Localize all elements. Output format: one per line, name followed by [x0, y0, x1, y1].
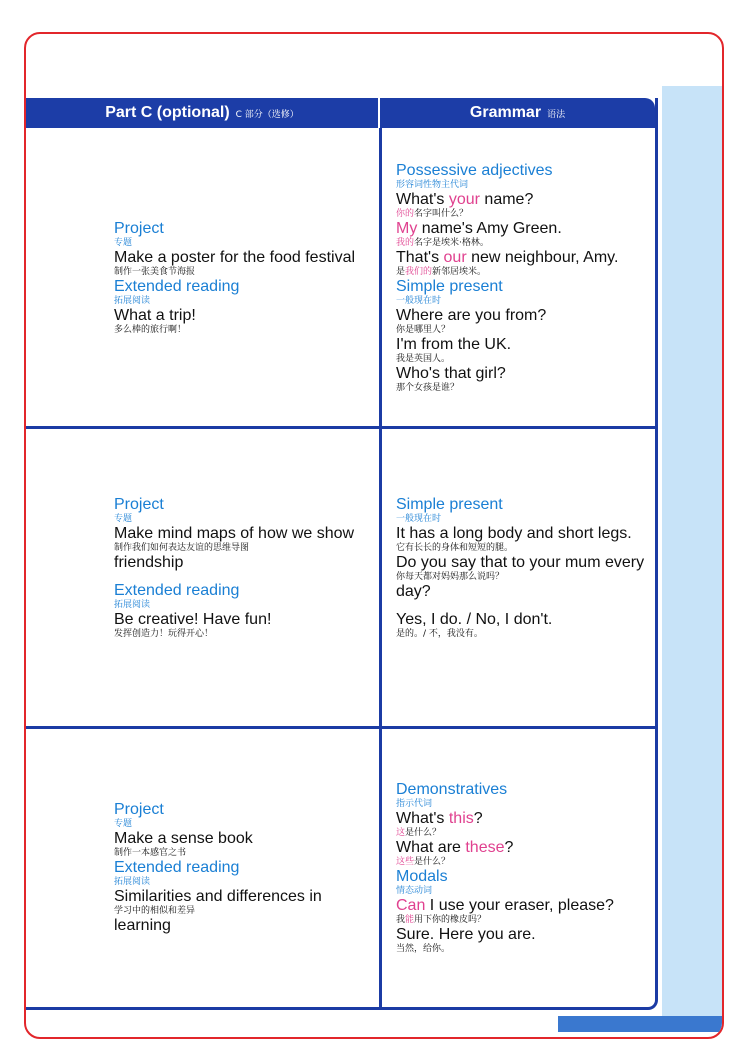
text-part: ?: [473, 809, 483, 827]
text-part: That's: [396, 248, 444, 266]
example-sentence: Where are you from?: [396, 306, 547, 324]
text-part: 用下你的橡皮吗？: [414, 914, 487, 925]
example-sentence-cn: [396, 267, 654, 278]
example-sentence-cn: 我是英国人。: [396, 353, 451, 364]
page-frame: [24, 32, 724, 1039]
header-part-c: [26, 98, 380, 128]
header-grammar-cn: 语法: [547, 109, 566, 120]
project-label-cn: 专题: [114, 513, 133, 524]
spacer: [114, 572, 378, 582]
text-part: 名字是埃米·格林。: [414, 237, 489, 248]
reading-label: Extended reading: [114, 581, 240, 599]
highlight-word-cn: 这: [396, 827, 406, 838]
row2-grammar-cell: [388, 429, 654, 726]
reading-text-cn: 多么棒的旅行啊！: [114, 324, 187, 335]
example-sentence: Sure. Here you are.: [396, 925, 536, 943]
project-text: Make a poster for the food festival: [114, 248, 356, 266]
bottom-decoration-band: [558, 1016, 724, 1032]
spacer: [114, 650, 378, 660]
example-sentence-cn: 它有长长的身体和短短的腿。: [396, 542, 514, 553]
header-part-c-cn: C 部分（选修）: [235, 109, 299, 120]
grammar-title: Simple present: [396, 277, 503, 295]
text-part: name?: [479, 190, 534, 208]
project-label: Project: [114, 495, 164, 513]
project-label-cn: 专题: [114, 818, 133, 829]
reading-label-cn: 拓展阅读: [114, 295, 151, 306]
example-sentence-cn: 你是哪里人？: [396, 324, 451, 335]
highlight-word-cn: 能: [405, 914, 415, 925]
example-sentence: [396, 839, 654, 857]
row2-part-c-cell: [106, 429, 378, 726]
example-sentence: I'm from the UK.: [396, 335, 512, 353]
text-part: I use your eraser, please?: [425, 896, 614, 914]
highlight-word-cn: 这些: [396, 856, 415, 867]
example-sentence: Who's that girl?: [396, 364, 506, 382]
text-part: 是什么？: [405, 827, 442, 838]
highlight-word: our: [443, 248, 467, 266]
example-sentence-cn: 当然，给你。: [396, 943, 451, 954]
grammar-title-cn: 情态动词: [396, 885, 433, 896]
example-sentence-cn: [396, 857, 654, 868]
grammar-title: Simple present: [396, 495, 503, 513]
grammar-title-cn: 形容词性物主代词: [396, 179, 469, 190]
example-sentence-cn: [396, 828, 654, 839]
reading-text-continued: learning: [114, 916, 171, 934]
project-text-cn: 制作一本感官之书: [114, 847, 187, 858]
example-sentence-cn: 你每天都对妈妈那么说吗？: [396, 571, 505, 582]
row1-part-c-cell: [106, 129, 378, 426]
text-part: What's: [396, 809, 449, 827]
text-part: new neighbour, Amy.: [466, 248, 619, 266]
highlight-word: My: [396, 219, 418, 237]
reading-label-cn: 拓展阅读: [114, 876, 151, 887]
text-part: What's: [396, 190, 449, 208]
reading-label: Extended reading: [114, 277, 240, 295]
text-part: 新邻居埃米。: [432, 266, 487, 277]
header-grammar-en: Grammar: [469, 104, 542, 121]
highlight-word: Can: [396, 896, 426, 914]
reading-text-cn: 学习中的相似和差异: [114, 905, 196, 916]
project-text-cn: 制作一张美食节海报: [114, 266, 196, 277]
text-part: ?: [504, 838, 514, 856]
example-sentence-cn: [396, 238, 654, 249]
highlight-word-cn: 我的: [396, 237, 415, 248]
text-part: name's Amy Green.: [417, 219, 562, 237]
grammar-title: Demonstratives: [396, 780, 508, 798]
example-sentence-cn: [396, 915, 654, 926]
example-sentence: Do you say that to your mum every: [396, 553, 645, 571]
reading-label: Extended reading: [114, 858, 240, 876]
reading-label-cn: 拓展阅读: [114, 599, 151, 610]
row1-grammar-cell: [388, 129, 654, 426]
text-part: 是: [396, 266, 406, 277]
reading-text-cn: 发挥创造力！玩得开心！: [114, 628, 214, 639]
highlight-word: this: [448, 809, 474, 827]
text-part: 我: [396, 914, 406, 925]
grammar-title-cn: 指示代词: [396, 798, 433, 809]
row3-grammar-cell: [388, 729, 654, 1006]
grammar-title: Possessive adjectives: [396, 161, 553, 179]
example-sentence-continued: day?: [396, 582, 431, 600]
example-sentence: [396, 810, 654, 828]
spacer: [396, 640, 654, 650]
example-sentence: [396, 249, 654, 267]
example-sentence-cn: 那个女孩是谁？: [396, 382, 460, 393]
syllabus-table: [26, 98, 658, 1010]
text-part: What are: [396, 838, 466, 856]
grammar-title: Modals: [396, 867, 448, 885]
header-grammar: [380, 98, 655, 128]
grammar-title-cn: 一般现在时: [396, 295, 442, 306]
project-label-cn: 专题: [114, 237, 133, 248]
text-part: 名字叫什么？: [414, 208, 469, 219]
example-sentence: [396, 191, 654, 209]
project-text: Make mind maps of how we show: [114, 524, 355, 542]
table-header: [26, 98, 655, 128]
project-text-cn: 制作我们如何表达友谊的思维导图: [114, 542, 250, 553]
example-sentence: It has a long body and short legs.: [396, 524, 632, 542]
example-sentence: [396, 897, 654, 915]
highlight-word-cn: 你的: [396, 208, 415, 219]
header-part-c-en: Part C (optional): [105, 104, 230, 121]
highlight-word: these: [465, 838, 505, 856]
example-sentence: [396, 220, 654, 238]
project-label: Project: [114, 219, 164, 237]
spacer: [114, 640, 378, 650]
reading-text: What a trip!: [114, 306, 196, 324]
reading-text: Be creative! Have fun!: [114, 610, 272, 628]
highlight-word-cn: 我们的: [405, 266, 433, 277]
project-label: Project: [114, 800, 164, 818]
side-decoration-band: [662, 86, 724, 1026]
project-text: Make a sense book: [114, 829, 253, 847]
example-sentence-cn: 是的。/ 不，我没有。: [396, 628, 483, 639]
spacer: [396, 650, 654, 660]
column-divider: [379, 128, 382, 1008]
reading-text: Similarities and differences in: [114, 887, 322, 905]
text-part: 是什么？: [414, 856, 451, 867]
grammar-title-cn: 一般现在时: [396, 513, 442, 524]
example-sentence-cn: [396, 209, 654, 220]
spacer: [396, 601, 654, 611]
project-text-continued: friendship: [114, 553, 184, 571]
row3-part-c-cell: [106, 729, 378, 1006]
highlight-word: your: [448, 190, 480, 208]
example-sentence: Yes, I do. / No, I don't.: [396, 610, 553, 628]
